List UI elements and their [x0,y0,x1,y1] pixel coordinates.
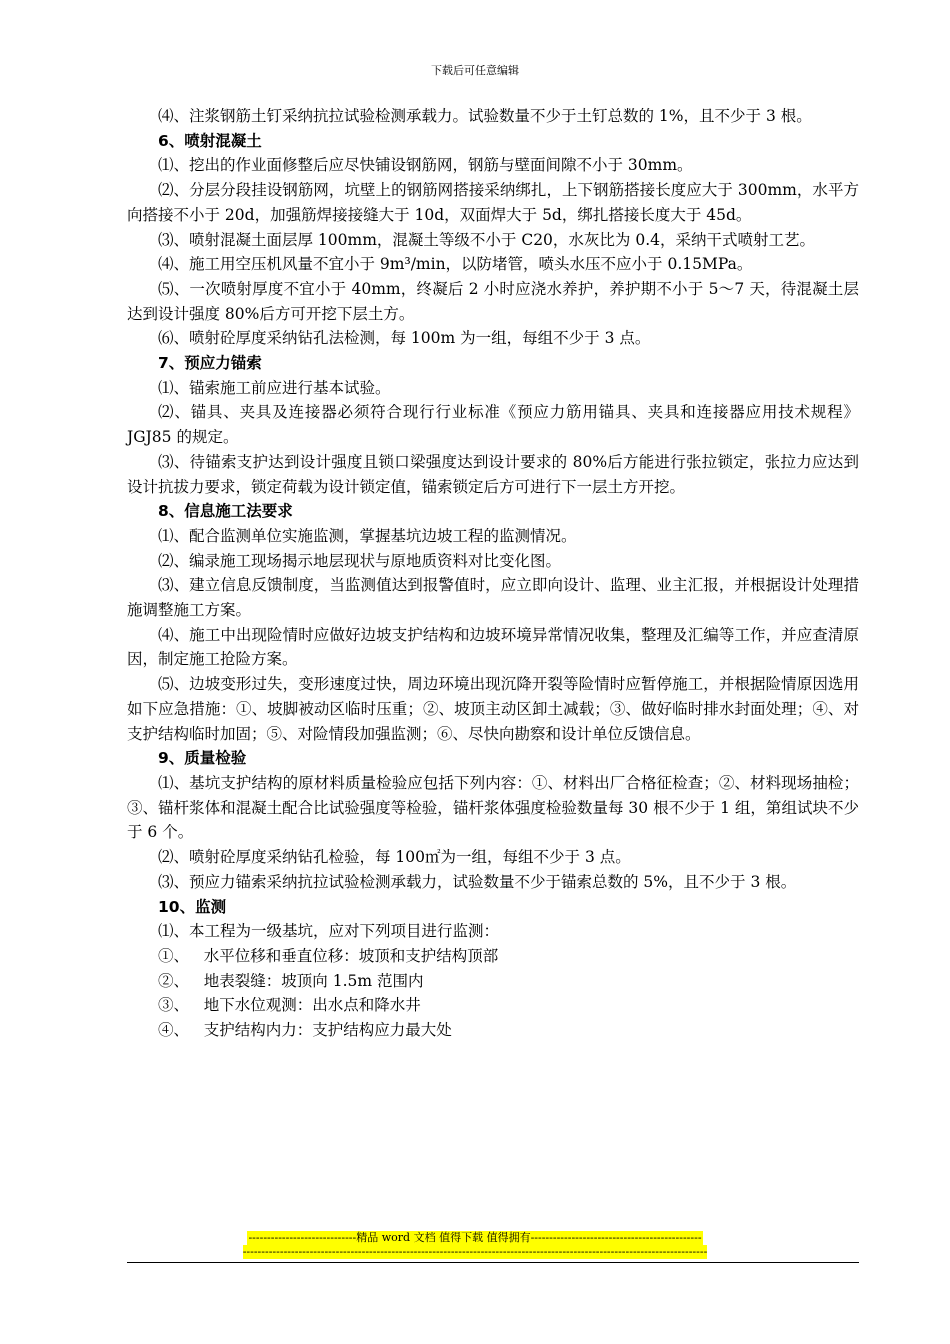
paragraph: ⑶、预应力锚索采纳抗拉试验检测承载力，试验数量不少于锚索总数的 5%，且不少于 3 根。 [158,872,797,891]
paragraph: ⑶、待锚索支护达到设计强度且锁口梁强度达到设计要求的 80%后方能进行张拉锁定，张拉力应达到设计抗拔力要求，锁定荷载为设计锁定值，锚索锁定后方可进行下一层土方开挖。 [127,452,859,496]
section-heading: 9、质量检验 [158,749,247,768]
paragraph: ⑷、注浆钢筋土钉采纳抗拉试验检测承载力。试验数量不少于土钉总数的 1%，且不少于 3 根。 [158,107,812,125]
paragraph: ⑷、施工中出现险情时应做好边坡支护结构和边坡环境异常情况收集，整理及汇编等工作，并应查清原因，制定施工抢险方案。 [127,625,859,669]
list-item: ③、 地下水位观测：出水点和降水井 [158,996,421,1015]
document-body [127,104,859,1043]
section-heading: 8、信息施工法要求 [158,502,293,521]
paragraph: ⑵、喷射砼厚度采纳钻孔检验，每 100㎡为一组，每组不少于 3 点。 [158,848,631,867]
list-item: ④、 支护结构内力：支护结构应力最大处 [158,1021,452,1040]
paragraph: ⑷、施工用空压机风量不宜小于 9m³/min，以防堵管，喷头水压不应小于 0.15MPa。 [158,255,753,274]
footer-dashes: ----------------------------------------------------------------------------------------------------------------------------- [242,1245,708,1258]
page-header: 下载后可任意编辑 [431,64,519,77]
page-footer [0,1231,950,1259]
section-heading: 10、监测 [158,897,227,916]
paragraph: ⑴、本工程为一级基坑，应对下列项目进行监测： [158,922,500,941]
paragraph: ⑴、锚索施工前应进行基本试验。 [158,378,391,397]
paragraph: ⑴、基坑支护结构的原材料质量检验应包括下列内容：①、材料出厂合格征检查；②、材料现场抽检；③、锚杆浆体和混凝土配合比试验强度等检验，锚杆浆体强度检验数量每 30 根不少于 1 组，第组试块不少于 6 个。 [127,773,859,842]
paragraph: ⑹、喷射砼厚度采纳钻孔法检测，每 100m 为一组，每组不少于 3 点。 [158,329,651,348]
list-item: ①、 水平位移和垂直位移：坡顶和支护结构顶部 [158,946,499,965]
paragraph: ⑶、建立信息反馈制度，当监测值达到报警值时，应立即向设计、监理、业主汇报，并根据设计处理措施调整施工方案。 [127,576,859,620]
paragraph: ⑵、锚具、夹具及连接器必须符合现行行业标准《预应力筋用锚具、夹具和连接器应用技术规程》JGJ85 的规定。 [127,403,859,447]
paragraph: ⑴、挖出的作业面修整后应尽快铺设钢筋网，钢筋与壁面间隙不小于 30mm。 [158,156,693,175]
paragraph: ⑸、边坡变形过失，变形速度过快，周边环境出现沉降开裂等险情时应暂停施工，并根据险情原因选用如下应急措施：①、坡脚被动区临时压重；②、坡顶主动区卸土减载；③、做好临时排水封面处理；④、对支护结构临时加固；⑤、对险情段加强监测；⑥、尽快向勘察和设计单位反馈信息。 [127,675,859,743]
section-heading: 7、预应力锚索 [158,354,262,373]
paragraph: ⑵、分层分段挂设钢筋网，坑壁上的钢筋网搭接采纳绑扎，上下钢筋搭接长度应大于 300mm，水平方向搭接不小于 20d，加强筋焊接接缝大于 10d，双面焊大于 5d，绑扎搭接长度大于 45d。 [127,181,859,224]
footer-banner: -----------------------------精品 word 文档 值得下载 值得拥有---------------------------------------------- [248,1231,702,1244]
paragraph: ⑶、喷射混凝土面层厚 100mm，混凝土等级不小于 C20，水灰比为 0.4，采纳干式喷射工艺。 [158,230,815,249]
footer-rule [127,1262,859,1263]
list-item: ②、 地表裂缝：坡顶向 1.5m 范围内 [158,971,424,990]
section-heading: 6、喷射混凝土 [158,131,262,150]
paragraph: ⑴、配合监测单位实施监测，掌握基坑边坡工程的监测情况。 [158,526,577,545]
paragraph: ⑸、一次喷射厚度不宜小于 40mm，终凝后 2 小时应浇水养护，养护期不小于 5～7 天，待混凝土层达到设计强度 80%后方可开挖下层土方。 [127,279,859,323]
paragraph: ⑵、编录施工现场揭示地层现状与原地质资料对比变化图。 [158,551,562,570]
